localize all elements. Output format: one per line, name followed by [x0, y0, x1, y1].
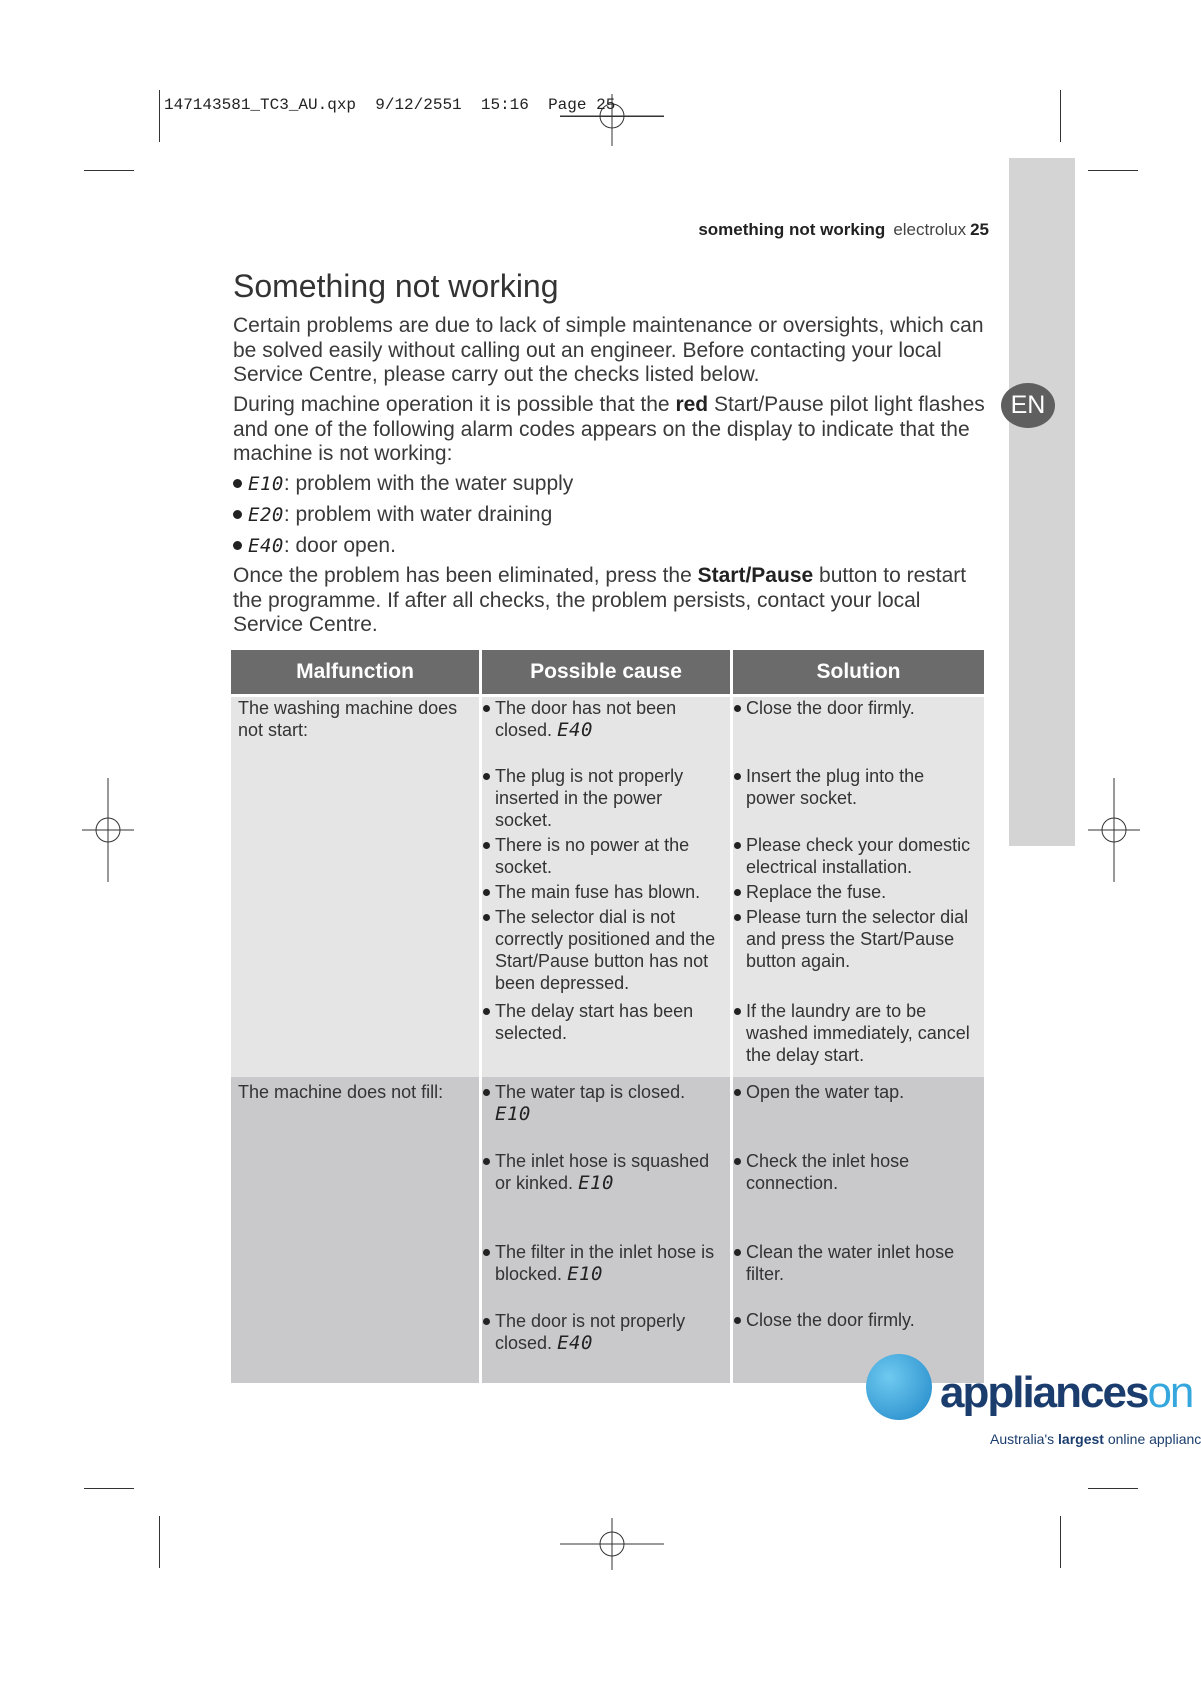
alarm-item: E20: problem with water draining [233, 503, 552, 527]
cause-item: The water tap is closed. E10 [482, 1081, 713, 1125]
watermark-logo [868, 1364, 1201, 1464]
cause-item: The selector dial is not correctly positioned and the Start/Pause button has not been depressed. [482, 906, 727, 994]
solution-item: Check the inlet hose connection. [733, 1150, 978, 1194]
logo-tagline: Australia's largest online applianc [990, 1431, 1201, 1447]
restart-paragraph: Once the problem has been eliminated, press the Start/Pause button to restart the programme. If after all checks, the problem persists, contact your local Service Centre. [233, 564, 967, 636]
solution-item: Open the water tap. [733, 1081, 978, 1103]
crop-mark [1088, 170, 1138, 171]
malfunction-text: The washing machine does not start: [238, 698, 458, 740]
bullet-icon [233, 541, 242, 550]
page-title: Something not working [233, 268, 559, 304]
running-head [698, 220, 989, 240]
alarm-code: E10 [248, 473, 284, 495]
alarm-item: E10: problem with the water supply [233, 472, 573, 496]
cause-item: The plug is not properly inserted in the power socket. [482, 765, 723, 831]
crop-mark [84, 1488, 134, 1489]
alarm-code: E40 [248, 535, 284, 557]
cause-item: The delay start has been selected. [482, 1000, 723, 1044]
crop-mark [1088, 1488, 1138, 1489]
solution-item: Please check your domestic electrical installation. [733, 834, 982, 878]
cause-item: The main fuse has blown. [482, 881, 723, 903]
table-header-cause: Possible cause [482, 650, 730, 694]
bullet-icon [233, 510, 242, 519]
alarm-code: E20 [248, 504, 284, 526]
table-cell [231, 697, 479, 1077]
running-head-section: something not working [698, 220, 886, 239]
cause-item: The door is not properly closed. E40 [482, 1310, 723, 1354]
solution-item: Close the door firmly. [733, 1309, 978, 1331]
table-cell [733, 1077, 984, 1383]
language-tab-strip [1009, 158, 1075, 846]
logo-word: applianceson [940, 1368, 1193, 1417]
solution-item: Replace the fuse. [733, 881, 978, 903]
running-head-brand: electrolux [893, 220, 967, 239]
solution-item: Insert the plug into the power socket. [733, 765, 978, 809]
registration-mark-icon [1088, 778, 1140, 882]
alarm-item: E40: door open. [233, 534, 396, 558]
solution-item: Please turn the selector dial and press the Start/Pause button again. [733, 906, 982, 972]
operation-paragraph: During machine operation it is possible that the red Start/Pause pilot light flashes and one of the following alarm codes appears on the display to indicate that the machine is not working: [233, 393, 985, 465]
registration-mark-icon [82, 778, 134, 882]
cause-item: The inlet hose is squashed or kinked. E10 [482, 1150, 723, 1194]
solution-item: If the laundry are to be washed immediately, cancel the delay start. [733, 1000, 982, 1066]
crop-mark [159, 90, 160, 142]
malfunction-text: The machine does not fill: [238, 1082, 444, 1102]
cause-item: The filter in the inlet hose is blocked. E10 [482, 1241, 727, 1285]
page-number: 25 [970, 220, 989, 239]
cause-item: There is no power at the socket. [482, 834, 723, 878]
table-cell [231, 1077, 479, 1383]
table-header-malfunction: Malfunction [231, 650, 479, 694]
crop-mark [1060, 90, 1061, 142]
language-badge: EN [1001, 383, 1055, 428]
crop-mark [1060, 1516, 1061, 1568]
cause-item: The door has not been closed. E40 [482, 697, 723, 741]
crop-mark [159, 1516, 160, 1568]
solution-item: Clean the water inlet hose filter. [733, 1241, 978, 1285]
registration-mark-icon [560, 1518, 664, 1570]
slug-underline [560, 116, 664, 117]
print-slug: 147143581_TC3_AU.qxp 9/12/2551 15:16 Page 25 [164, 96, 616, 114]
crop-mark [84, 170, 134, 171]
logo-globe-icon [866, 1354, 932, 1420]
intro-paragraph: Certain problems are due to lack of simple maintenance or oversights, which can be solved easily without calling out an engineer. Before contacting your local Service Centre, please carry out the checks listed below. [233, 314, 984, 386]
bullet-icon [233, 479, 242, 488]
table-header-solution: Solution [733, 650, 984, 694]
solution-item: Close the door firmly. [733, 697, 978, 719]
